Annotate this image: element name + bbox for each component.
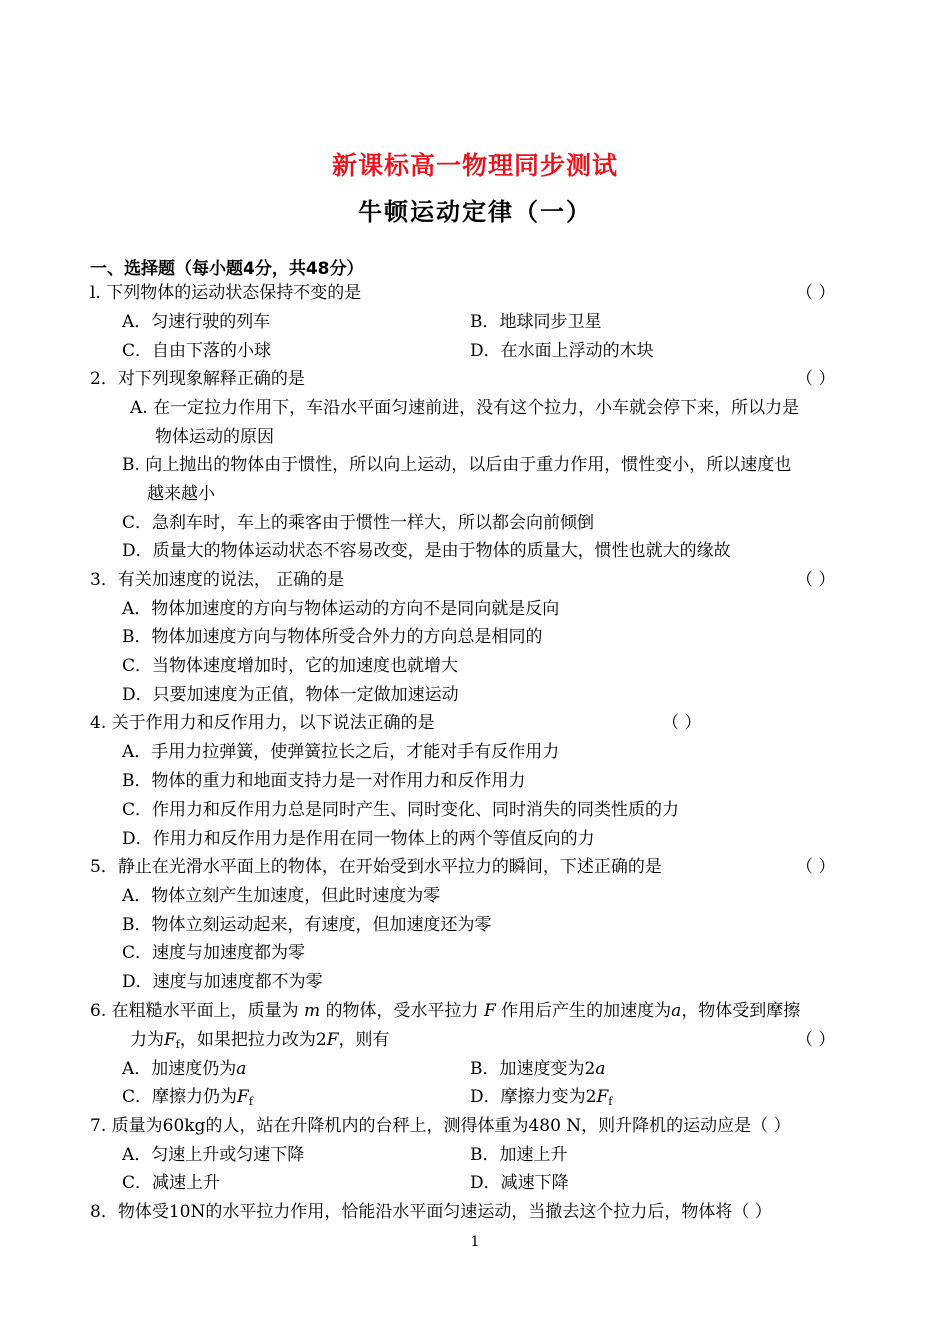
question-5-option-d: D．速度与加速度都不为零	[122, 972, 323, 992]
question-5-option-a: A．物体立刻产生加速度，但此时速度为零	[122, 886, 441, 906]
question-3-option-d: D．只要加速度为正值，物体一定做加速运动	[122, 685, 459, 705]
question-2-stem: 2．对下列现象解释正确的是	[90, 369, 305, 389]
question-3-option-c: C．当物体速度增加时，它的加速度也就增大	[122, 656, 459, 676]
question-4-option-c: C．作用力和反作用力总是同时产生、同时变化、同时消失的同类性质的力	[122, 800, 680, 820]
question-6-option-b: B．加速度变为2a	[470, 1059, 606, 1079]
question-6-stem-line1: 6. 在粗糙水平面上，质量为 m 的物体，受水平拉力 F 作用后产生的加速度为a，物体受到摩擦	[90, 1001, 801, 1021]
question-3-option-b: B．物体加速度方向与物体所受合外力的方向总是相同的	[122, 627, 543, 647]
question-4-option-a: A．手用力拉弹簧，使弹簧拉长之后，才能对手有反作用力	[122, 742, 560, 762]
question-5-answer-bracket: （ ）	[796, 857, 836, 877]
question-8-stem: 8．物体受10N的水平拉力作用，恰能沿水平面匀速运动，当撤去这个拉力后，物体将（ ）	[90, 1202, 772, 1222]
question-2-option-a-line1: A. 在一定拉力作用下，车沿水平面匀速前进，没有这个拉力，小车就会停下来，所以力是	[130, 398, 800, 418]
question-7-option-d: D．减速下降	[470, 1173, 569, 1193]
question-1-option-b: B．地球同步卫星	[470, 312, 602, 332]
question-6-stem-line2: 力为$F_f$，如果把拉力改为2F，则有	[130, 1030, 390, 1051]
question-5-option-c: C．速度与加速度都为零	[122, 943, 306, 963]
question-4-option-d: D．作用力和反作用力是作用在同一物体上的两个等值反向的力	[122, 829, 595, 849]
question-6-option-c: C．摩擦力仍为$F_f$	[122, 1087, 253, 1108]
question-2-option-c: C．急刹车时，车上的乘客由于惯性一样大，所以都会向前倾倒	[122, 513, 595, 533]
question-1-answer-bracket: （ ）	[796, 283, 836, 303]
page-title: 新课标高一物理同步测试	[331, 151, 618, 180]
question-1-option-d: D．在水面上浮动的木块	[470, 341, 654, 361]
question-3-answer-bracket: （ ）	[796, 570, 836, 590]
question-2-option-b-line1: B. 向上抛出的物体由于惯性，所以向上运动，以后由于重力作用，惯性变小，所以速度也	[122, 455, 792, 475]
question-3-stem: 3．有关加速度的说法， 正确的是	[90, 570, 345, 590]
question-4-answer-bracket: （ ）	[662, 713, 702, 733]
question-1-option-c: C．自由下落的小球	[122, 341, 272, 361]
question-5-stem: 5．静止在光滑水平面上的物体，在开始受到水平拉力的瞬间，下述正确的是	[90, 857, 662, 877]
question-6-answer-bracket: （ ）	[796, 1030, 836, 1050]
question-2-option-a-line2: 物体运动的原因	[155, 427, 274, 447]
question-1-stem: l. 下列物体的运动状态保持不变的是	[90, 283, 362, 303]
section-heading: 一、选择题（每小题4分，共48分）	[90, 259, 364, 279]
question-1-option-a: A．匀速行驶的列车	[122, 312, 271, 332]
question-7-stem: 7. 质量为60kg的人，站在升降机内的台秤上，测得体重为480 N，则升降机的运动应是（ ）	[90, 1116, 791, 1136]
page-number: 1	[470, 1234, 480, 1250]
question-2-answer-bracket: （ ）	[796, 369, 836, 389]
question-7-option-c: C．减速上升	[122, 1173, 221, 1193]
question-3-option-a: A．物体加速度的方向与物体运动的方向不是同向就是反向	[122, 599, 560, 619]
page-subtitle: 牛顿运动定律（一）	[358, 197, 592, 226]
question-7-option-b: B．加速上升	[470, 1145, 568, 1165]
question-6-option-d: D．摩擦力变为$2F_f$	[470, 1087, 613, 1108]
question-4-option-b: B．物体的重力和地面支持力是一对作用力和反作用力	[122, 771, 526, 791]
question-4-stem: 4. 关于作用力和反作用力，以下说法正确的是	[90, 713, 435, 733]
question-2-option-b-line2: 越来越小	[147, 484, 215, 504]
question-7-option-a: A．匀速上升或匀速下降	[122, 1145, 305, 1165]
question-5-option-b: B．物体立刻运动起来，有速度，但加速度还为零	[122, 915, 492, 935]
question-6-option-a: A．加速度仍为a	[122, 1059, 247, 1079]
question-2-option-d: D．质量大的物体运动状态不容易改变，是由于物体的质量大，惯性也就大的缘故	[122, 541, 731, 561]
